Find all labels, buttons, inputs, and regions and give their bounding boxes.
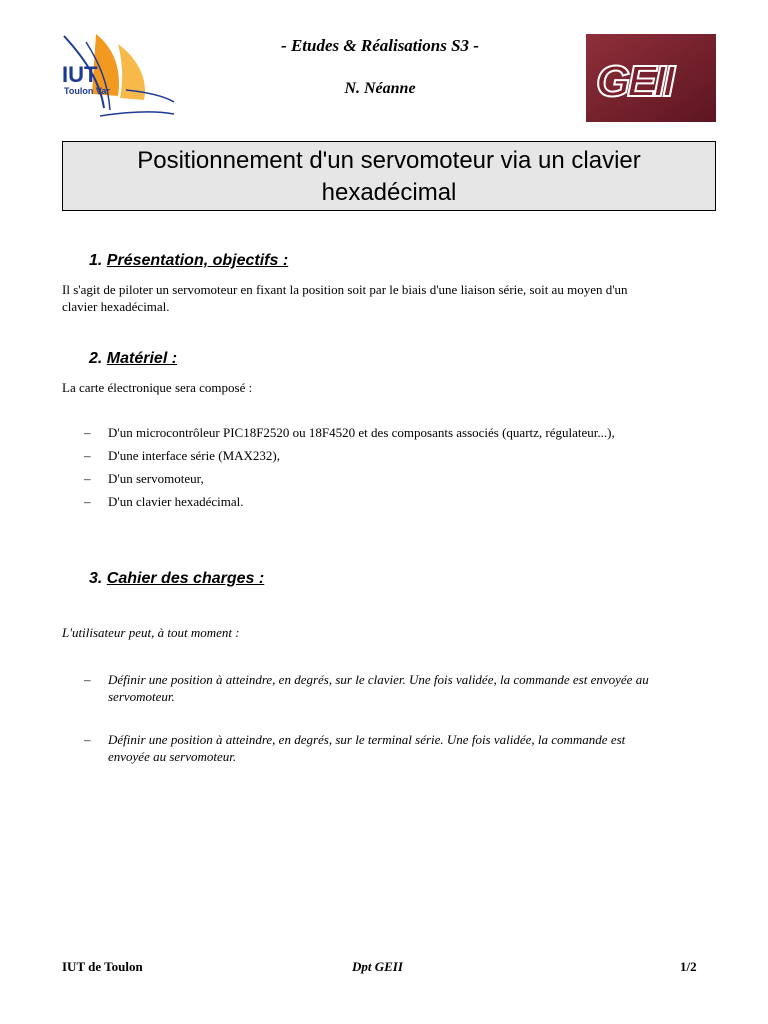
list-item-text: D'une interface série (MAX232), <box>108 448 280 463</box>
list-item <box>84 447 724 464</box>
section-2-intro: La carte électronique sera composé : <box>62 380 253 395</box>
section-3-heading <box>89 570 264 588</box>
section-1-text-line-2: clavier hexadécimal. <box>62 299 170 314</box>
section-2-title: Matériel : <box>106 350 178 367</box>
section-3-number: 3. <box>89 570 103 587</box>
list-dash: – <box>84 471 91 486</box>
geii-logo <box>586 34 716 122</box>
header-course-title: - Etudes & Réalisations S3 - <box>281 36 479 55</box>
document-title-box <box>62 141 716 211</box>
list-item <box>84 671 724 705</box>
section-2-number: 2. <box>89 350 103 367</box>
list-item-text: D'un clavier hexadécimal. <box>108 494 244 509</box>
section-1-paragraph <box>62 281 722 315</box>
list-item <box>84 424 724 441</box>
section-1-text-line-1: Il s'agit de piloter un servomoteur en fixant la position soit par le biais d'une liaison série, soit au moyen d'un <box>62 282 628 297</box>
list-item-text-line-2: envoyée au servomoteur. <box>108 749 237 764</box>
header-author: N. Néanne <box>344 80 416 97</box>
footer-page-number: 1/2 <box>680 959 697 974</box>
iut-logo-subtext: Toulon Var <box>64 86 110 96</box>
list-item-text-line-1: Définir une position à atteindre, en degrés, sur le clavier. Une fois validée, la commande est envoyée au <box>108 672 649 687</box>
footer-department: Dpt GEII <box>352 959 403 974</box>
list-dash: – <box>84 494 91 509</box>
list-item-text-line-2: servomoteur. <box>108 689 175 704</box>
cahier-list <box>84 671 724 765</box>
section-1-number: 1. <box>89 252 103 269</box>
footer-institution: IUT de Toulon <box>62 959 143 974</box>
iut-toulon-logo <box>56 30 178 126</box>
list-item-text: D'un servomoteur, <box>108 471 204 486</box>
section-1-heading <box>89 252 288 270</box>
list-item <box>84 493 724 510</box>
section-1-title: Présentation, objectifs : <box>106 252 289 269</box>
list-dash: – <box>84 672 91 687</box>
document-title-line-2: hexadécimal <box>321 179 457 206</box>
geii-logo-text: GEII <box>596 57 673 106</box>
list-item <box>84 731 724 765</box>
section-3-intro: L'utilisateur peut, à tout moment : <box>62 625 240 640</box>
document-title-line-1: Positionnement d'un servomoteur via un clavier <box>137 147 641 174</box>
iut-logo-text: IUT <box>62 62 98 87</box>
list-dash: – <box>84 448 91 463</box>
list-item-text-line-1: Définir une position à atteindre, en degrés, sur le terminal série. Une fois validée, la commande est <box>108 732 626 747</box>
list-dash: – <box>84 732 91 747</box>
section-3-title: Cahier des charges : <box>106 570 265 587</box>
list-item-text: D'un microcontrôleur PIC18F2520 ou 18F4520 et des composants associés (quartz, régulateur...), <box>108 425 615 440</box>
list-item <box>84 470 724 487</box>
list-dash: – <box>84 425 91 440</box>
materiel-list <box>84 424 724 510</box>
section-2-heading <box>89 350 177 368</box>
